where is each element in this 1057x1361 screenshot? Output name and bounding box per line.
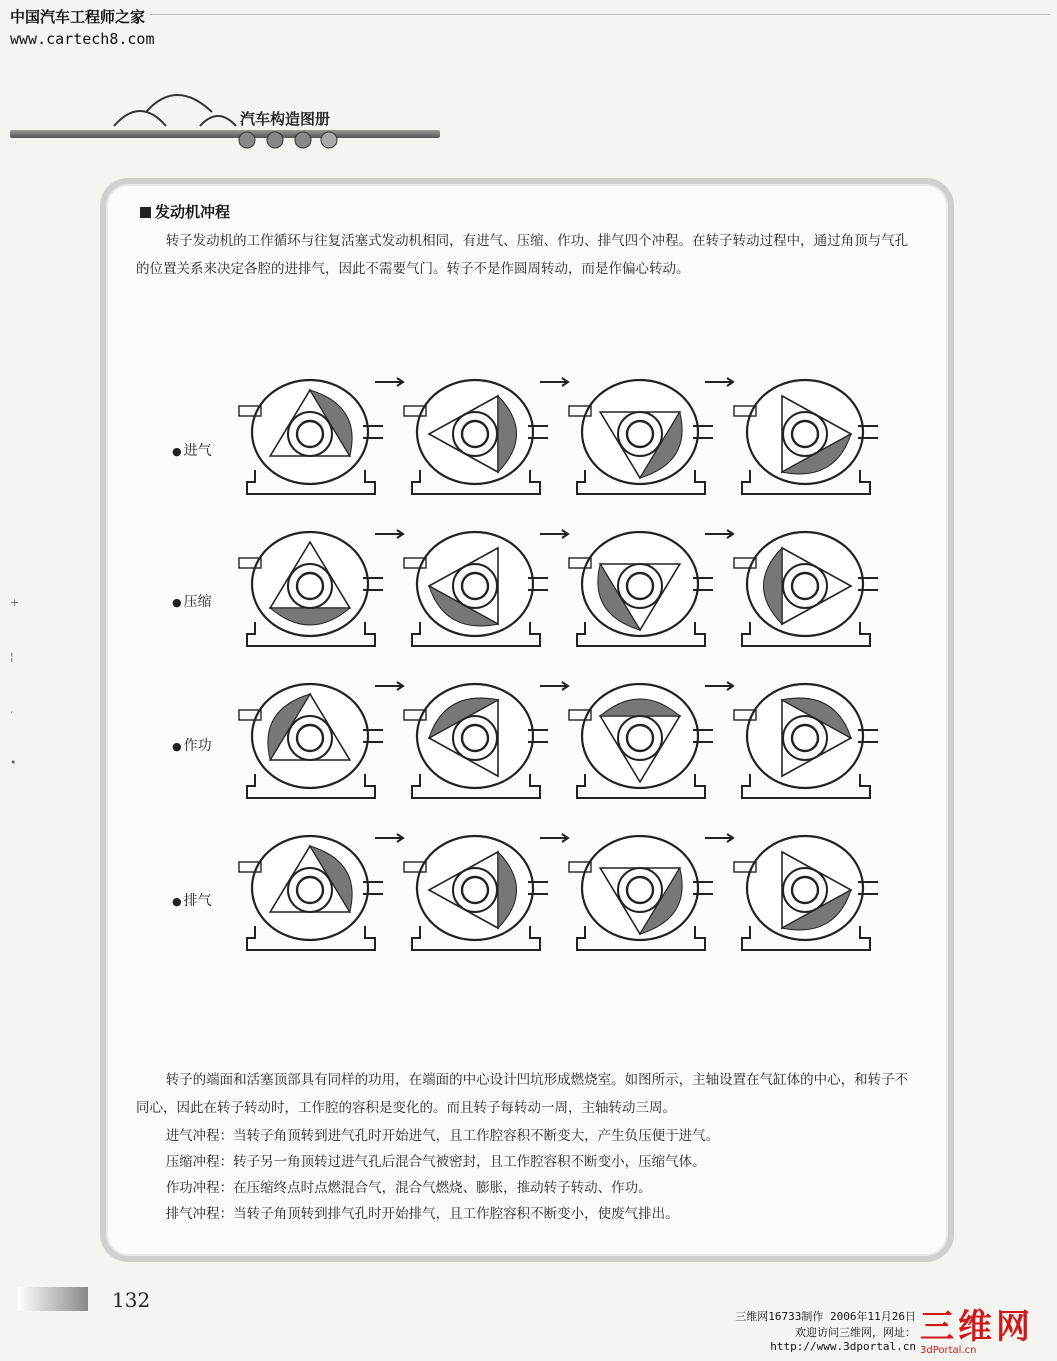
body-paragraph: 转子的端面和活塞顶部具有同样的功用，在端面的中心设计凹坑形成燃烧室。如图所示，主轴设置在气缸体的中心，和转子不同心，因此在转子转动时，工作腔的容积是变化的。而且转子每转动一周，主轴转动三周。 [136, 1072, 909, 1116]
main-shaft [297, 421, 323, 447]
engine-cell [239, 684, 383, 798]
book-title: 汽车构造图册 [240, 110, 331, 128]
rotary-engine-diagram [225, 370, 885, 980]
main-shaft [792, 877, 818, 903]
engine-cell [569, 380, 713, 494]
main-shaft [462, 877, 488, 903]
stroke-compression-text: 压缩冲程：转子另一角顶转过进气孔后混合气被密封，且工作腔容积不断变小，压缩气体。 [165, 1154, 706, 1170]
header-beads-icon [225, 128, 345, 152]
intro-paragraph: 转子发动机的工作循环与往复活塞式发动机相同，有进气、压缩、作功、排气四个冲程。在转子转动过程中，通过角顶与气孔的位置关系来决定各腔的进排气，因此不需要气门。转子不是作圆周转动，而是作偏心转动。 [136, 233, 909, 277]
main-shaft [627, 573, 653, 599]
engine-cell [734, 836, 878, 950]
main-shaft [297, 725, 323, 751]
credit-line-3: http://www.3dportal.cn [770, 1340, 916, 1353]
main-shaft [792, 421, 818, 447]
engine-cell [404, 380, 548, 494]
step-arrow-icon [375, 834, 403, 842]
step-arrow-icon [375, 682, 403, 690]
engine-cell [569, 836, 713, 950]
row-label-compression: ● 压缩 [172, 591, 212, 611]
site-url: www.cartech8.com [10, 30, 155, 48]
credit-line-2: 欢迎访问三维网，网址： [795, 1326, 916, 1339]
margin-mark: · [10, 706, 14, 719]
main-shaft [792, 573, 818, 599]
site-name: 中国汽车工程师之家 [10, 8, 146, 26]
step-arrow-icon [540, 834, 568, 842]
row-label-exhaust: ● 排气 [172, 890, 212, 910]
engine-cell [239, 532, 383, 646]
main-shaft [627, 877, 653, 903]
site-logo [920, 1308, 1055, 1358]
page-number: 132 [112, 1288, 151, 1312]
stroke-intake-text: 进气冲程：当转子角顶转到进气孔时开始进气，且工作腔容积不断变大，产生负压便于进气。 [165, 1128, 720, 1144]
step-arrow-icon [705, 378, 733, 386]
stroke-power-text: 作功冲程：在压缩终点时点燃混合气，混合气燃烧、膨胀，推动转子转动、作功。 [165, 1180, 652, 1196]
main-shaft [792, 725, 818, 751]
engine-cell [404, 836, 548, 950]
engine-cell [734, 532, 878, 646]
row-label-power: ● 作功 [172, 735, 212, 755]
main-shaft [297, 877, 323, 903]
engine-cell [734, 380, 878, 494]
step-arrow-icon [705, 682, 733, 690]
logo-subtext: 3dPortal.cn [920, 1345, 977, 1356]
engine-cell [734, 684, 878, 798]
page-number-bar [18, 1287, 88, 1311]
step-arrow-icon [705, 834, 733, 842]
stroke-exhaust-text: 排气冲程：当转子角顶转到排气孔时开始排气，且工作腔容积不断变小，使废气排出。 [165, 1206, 679, 1222]
engine-cell [239, 380, 383, 494]
main-shaft [627, 725, 653, 751]
step-arrow-icon [540, 682, 568, 690]
credit-line-1: 三维网16733制作 2006年11月26日 [735, 1310, 916, 1323]
row-label-intake: ● 进气 [172, 440, 212, 460]
main-shaft [462, 725, 488, 751]
engine-cell [569, 532, 713, 646]
engine-cell [239, 836, 383, 950]
main-shaft [627, 421, 653, 447]
section-heading: 发动机冲程 [140, 201, 230, 222]
main-shaft [462, 421, 488, 447]
margin-mark: + [10, 596, 20, 609]
engine-cell [404, 684, 548, 798]
margin-mark: ¦ [10, 650, 14, 663]
logo-text: 三维网 [920, 1307, 1034, 1347]
top-rule [150, 14, 1050, 15]
step-arrow-icon [540, 530, 568, 538]
main-shaft [462, 573, 488, 599]
engine-cell [404, 532, 548, 646]
step-arrow-icon [375, 530, 403, 538]
step-arrow-icon [540, 378, 568, 386]
margin-mark: • [10, 756, 17, 769]
step-arrow-icon [375, 378, 403, 386]
engine-cell [569, 684, 713, 798]
step-arrow-icon [705, 530, 733, 538]
main-shaft [297, 573, 323, 599]
